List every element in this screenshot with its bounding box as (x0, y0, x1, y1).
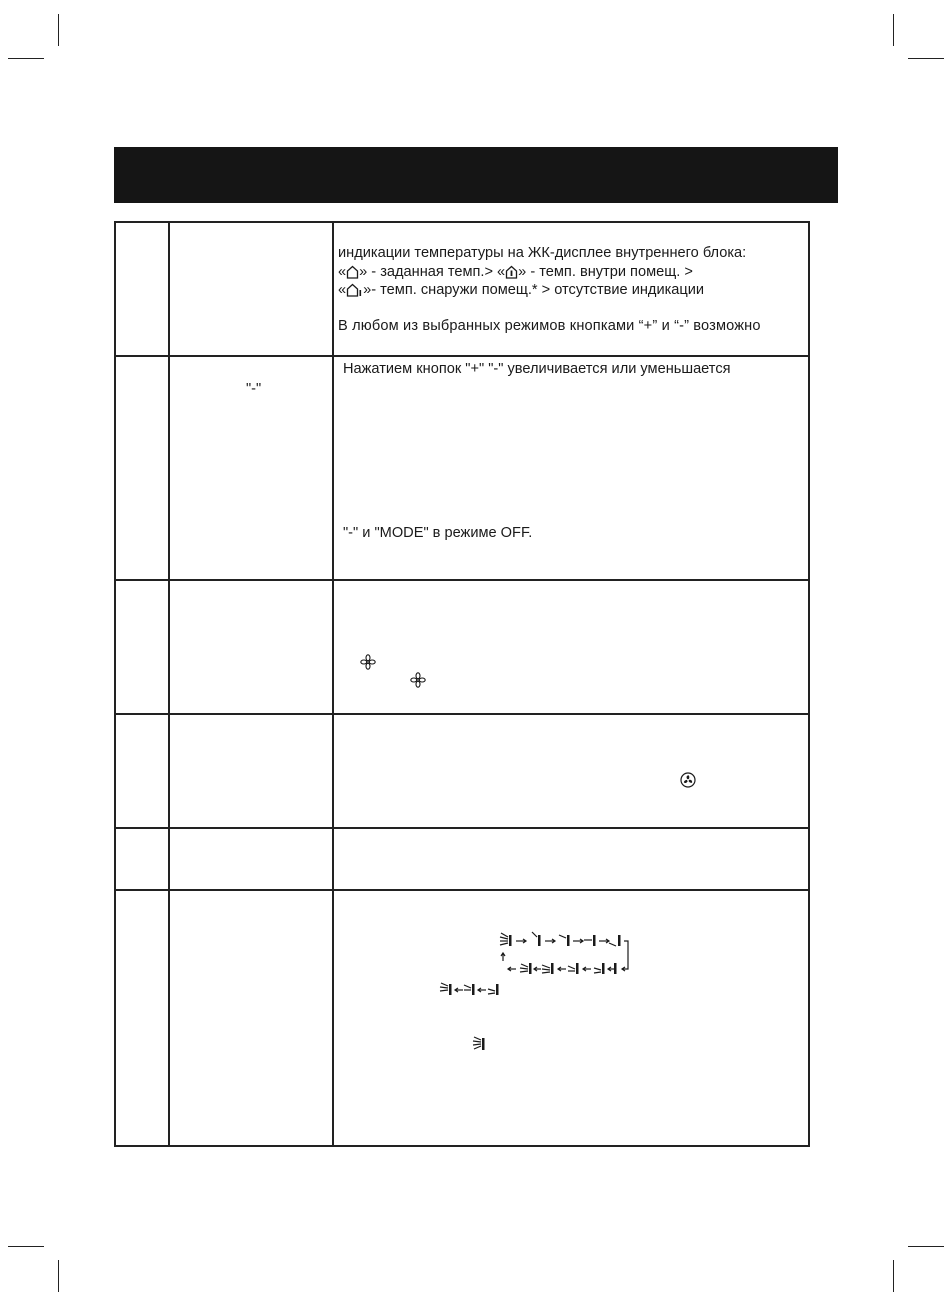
fan-mode-icon (680, 772, 696, 788)
crop-mark (8, 1246, 44, 1247)
column-divider (332, 223, 334, 1145)
row1-text-line3: « »- темп. снаружи помещ.* > отсутствие индикации (338, 281, 704, 302)
row-divider (116, 579, 808, 581)
crop-mark (908, 1246, 944, 1247)
row1-text-line4: В любом из выбранных режимов кнопками “+” и “-” возможно (338, 318, 761, 334)
crop-mark (58, 1260, 59, 1292)
louver-position-icon (464, 984, 475, 995)
louver-position-icon (488, 984, 499, 995)
louver-position-icon (614, 963, 617, 974)
crop-mark (58, 14, 59, 46)
louver-position-icon (542, 963, 554, 974)
louver-position-icon (500, 933, 512, 946)
row2-label: "-" (246, 381, 262, 397)
crop-mark (8, 58, 44, 59)
louver-position-icon (440, 983, 452, 995)
row-divider (116, 889, 808, 891)
louver-position-icon (559, 935, 570, 946)
louver-sequence-diagram (438, 979, 518, 1001)
louver-position-icon (609, 935, 621, 946)
row-divider (116, 827, 808, 829)
crop-mark (893, 14, 894, 46)
crop-mark (893, 1260, 894, 1292)
home-outside-temp-icon (346, 283, 363, 302)
louver-position-icon (532, 932, 541, 946)
louver-position-icon (594, 963, 605, 974)
row1-text-line2: « » - заданная темп.> « » - темп. внутри помещ. > (338, 263, 693, 284)
louver-position-icon (584, 935, 596, 946)
row-divider (116, 355, 808, 357)
function-table (114, 221, 810, 1147)
crop-mark (908, 58, 944, 59)
fan-icon (410, 672, 426, 688)
row2-text-line1: Нажатием кнопок "+" "-" увеличивается или уменьшается (343, 361, 731, 377)
louver-position-icon (568, 963, 579, 974)
row1-text-line1: индикации температуры на ЖК-дисплее внутреннего блока: (338, 245, 747, 261)
louver-position-icon (520, 963, 532, 974)
fan-icon (360, 654, 376, 670)
section-header-bar (114, 147, 838, 203)
row-divider (116, 713, 808, 715)
column-divider (168, 223, 170, 1145)
row2-text-line2: "-" и "MODE" в режиме OFF. (343, 525, 533, 541)
louver-position-icon (471, 1035, 491, 1053)
